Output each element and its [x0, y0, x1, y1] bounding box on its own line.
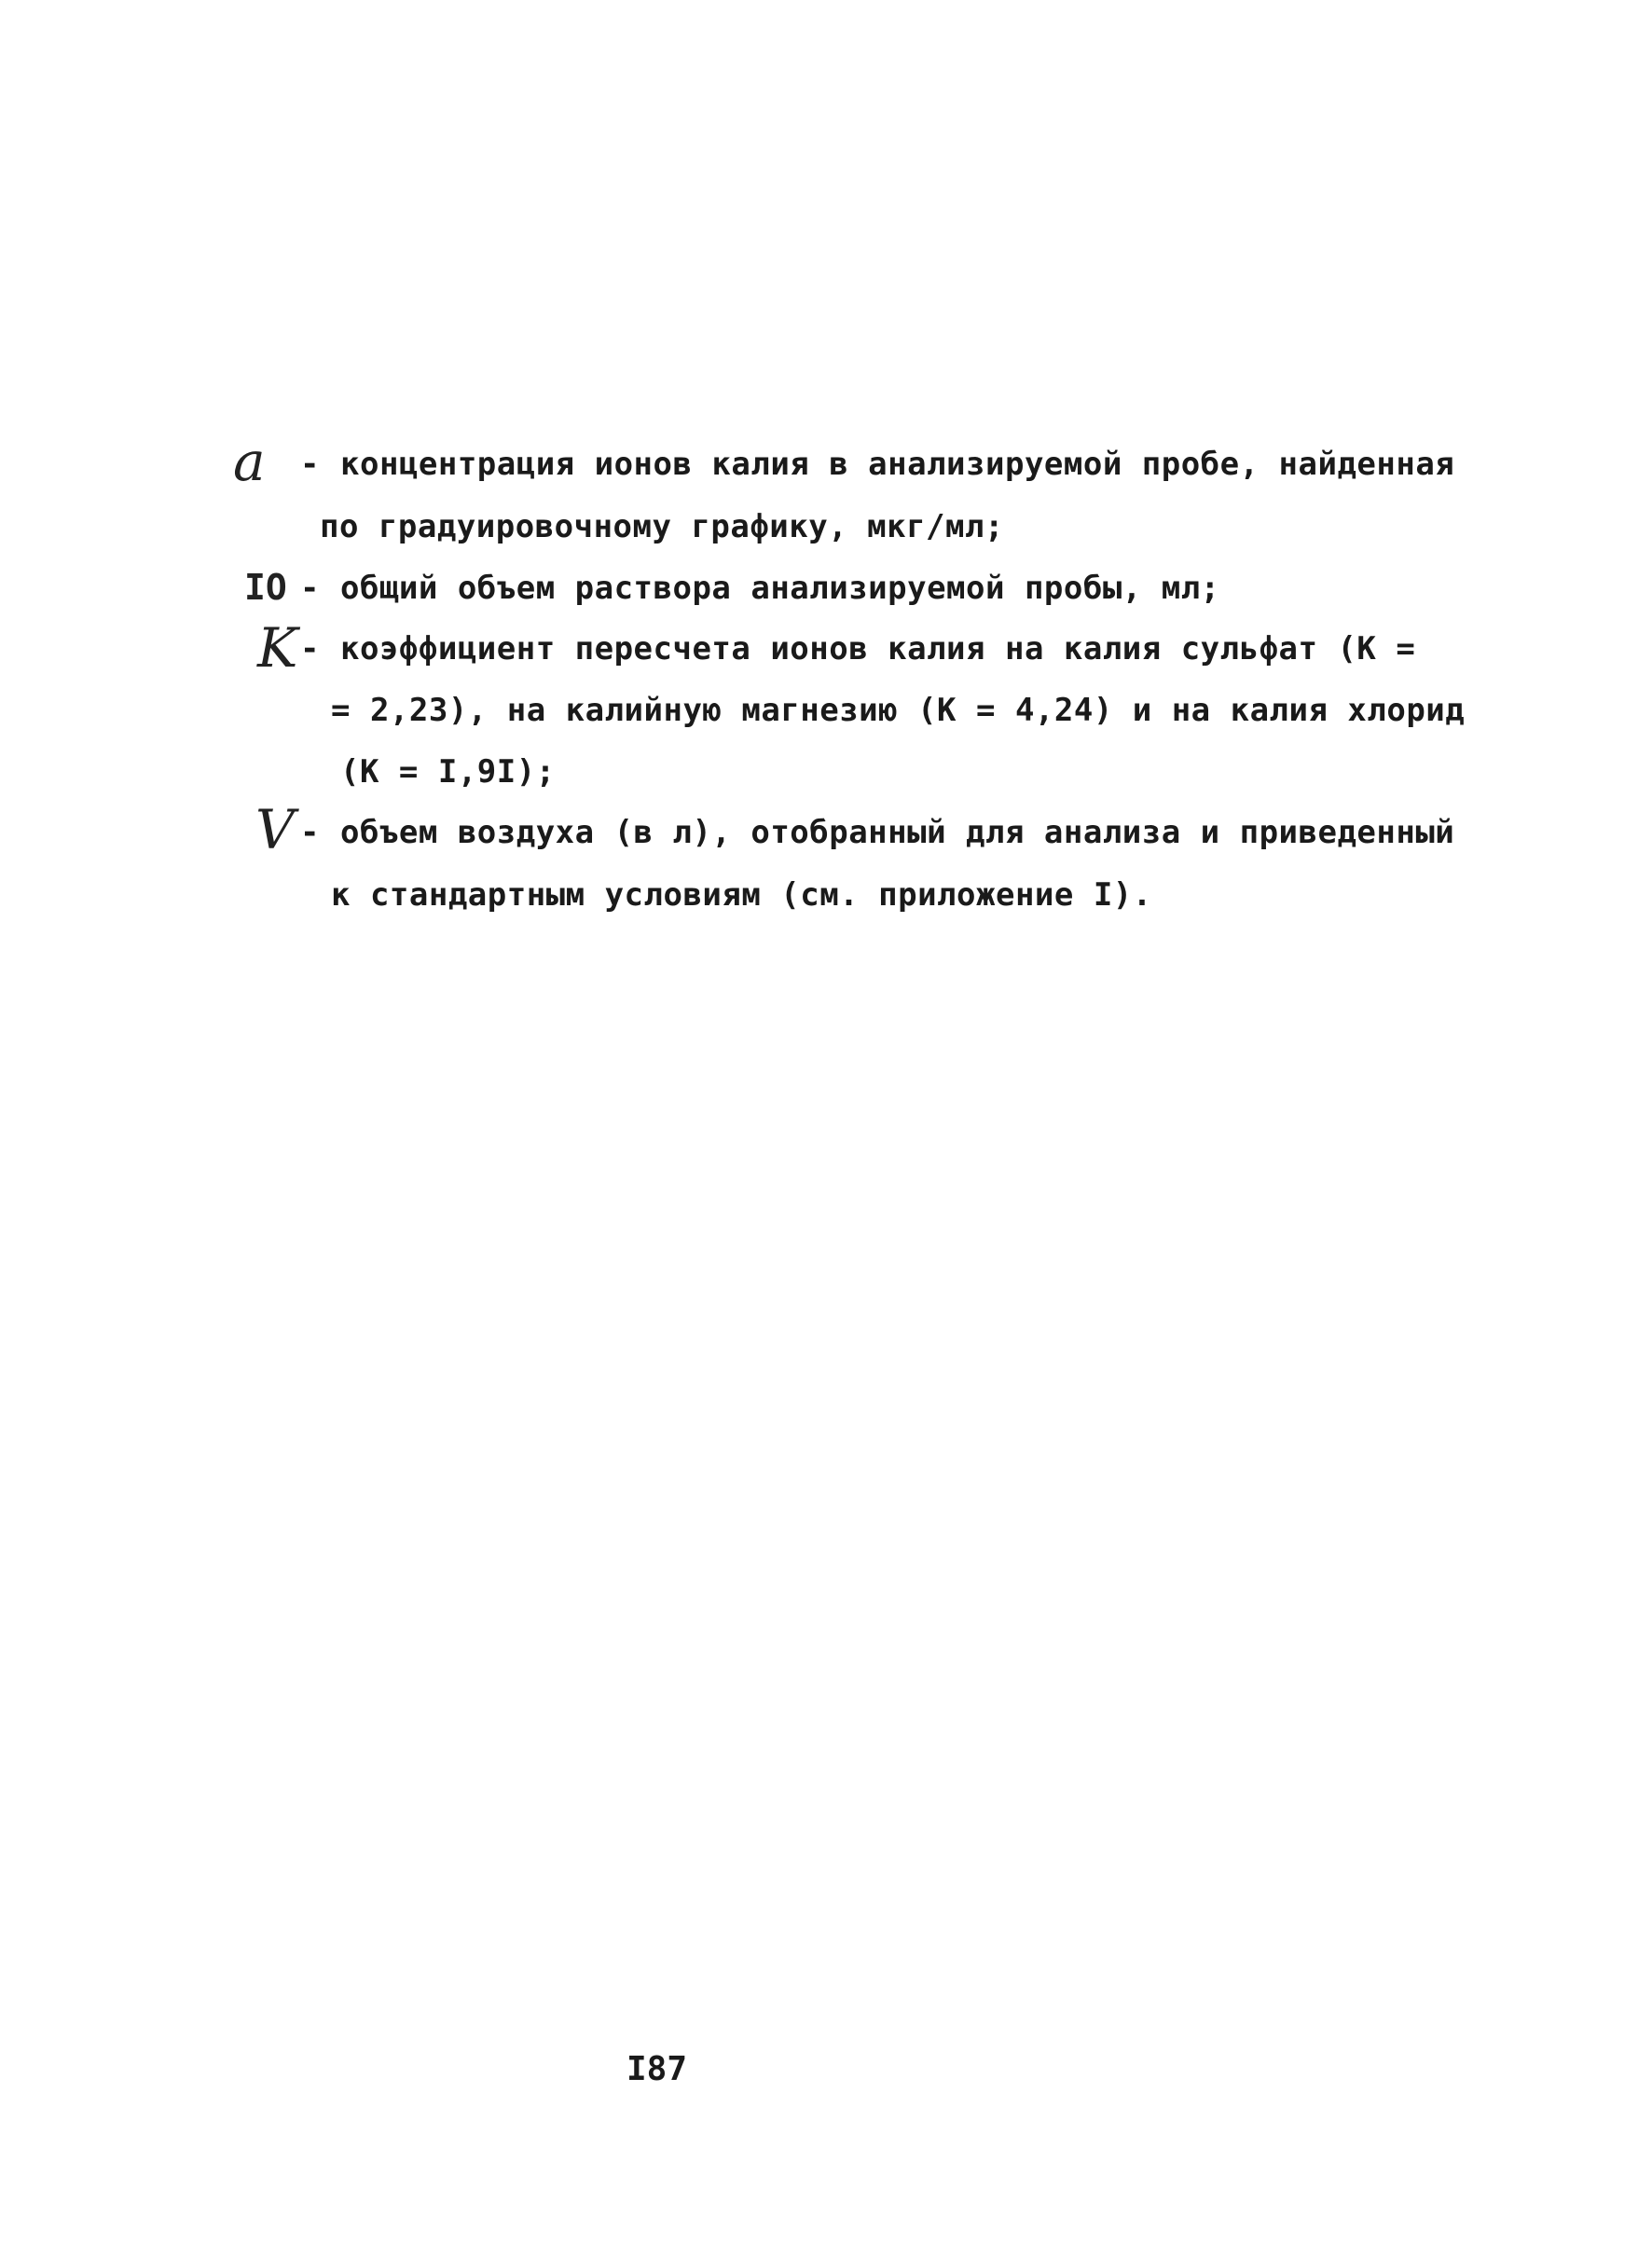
definition-io-line-1: общий объем раствора анализируемой пробы, мл; — [340, 570, 1220, 607]
definition-v-line-1: объем воздуха (в л), отобранный для анализа и приведенный — [340, 814, 1455, 851]
definition-k-line-2: = 2,23), на калийную магнезию (К = 4,24) и на калия хлорид — [331, 692, 1466, 729]
definition-k-line-3: (К = I,9I); — [340, 753, 556, 791]
page-number: I87 — [626, 2050, 688, 2088]
definition-dash: - — [300, 570, 320, 607]
definition-a-line-2: по градуировочному графику, мкг/мл; — [320, 508, 1004, 545]
symbol-v: V — [255, 798, 295, 861]
definition-dash: - — [300, 446, 320, 483]
definition-k-line-1: коэффициент пересчета ионов калия на калия сульфат (К = — [340, 630, 1416, 667]
definition-dash: - — [300, 814, 320, 851]
definition-v-line-2: к стандартным условиям (см. приложение I). — [331, 876, 1152, 914]
symbol-io: IO — [244, 567, 287, 608]
symbol-k: K — [257, 616, 298, 680]
definition-dash: - — [300, 630, 320, 667]
definition-a-line-1: концентрация ионов калия в анализируемой пробе, найденная — [340, 446, 1455, 483]
symbol-a: a — [233, 430, 266, 493]
